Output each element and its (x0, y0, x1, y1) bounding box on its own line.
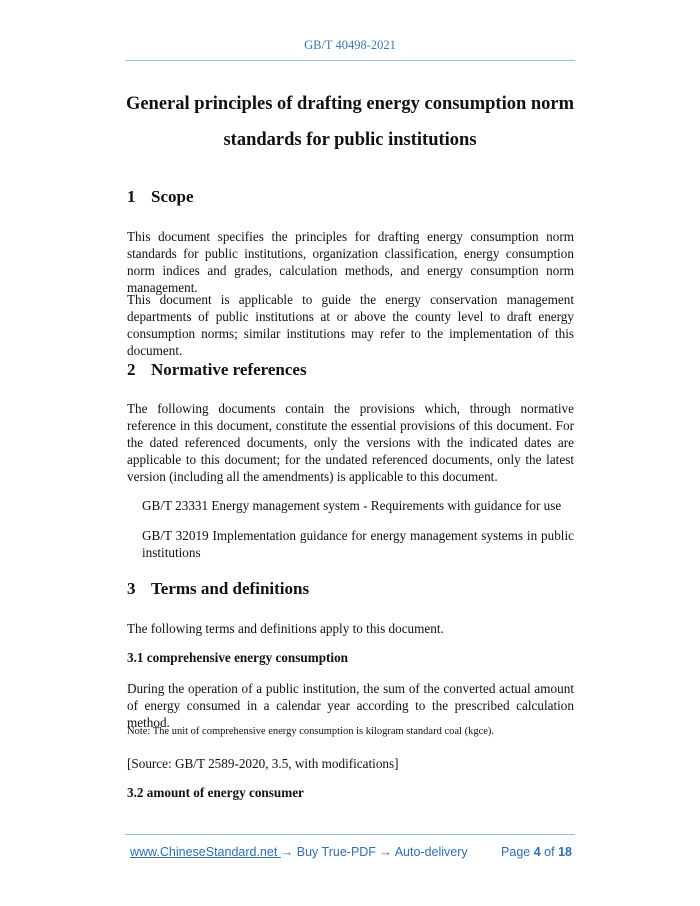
current-page: 4 (533, 845, 541, 859)
website-link[interactable]: www.ChineseStandard.net (130, 845, 281, 859)
footer (130, 845, 574, 859)
title-line-2: standards for public institutions (223, 130, 477, 150)
term-source: [Source: GB/T 2589-2020, 3.5, with modifications] (127, 756, 399, 771)
normative-references-paragraph: The following documents contain the provisions which, through normative reference in this document, constitute the essential provisions of this document. For the dated referenced documents, only the versions with the indicated dates are applicable to this document; for the undated referenced documents, only the latest version (including all the amendments) is applicable to this document. (127, 401, 574, 484)
section-number: 1 (127, 187, 136, 206)
total-pages: 18 (558, 845, 572, 859)
terms-intro: The following terms and definitions apply to this document. (127, 621, 444, 636)
section-title: Normative references (151, 360, 307, 379)
page-indicator: Page 4 of 18 (501, 845, 572, 859)
reference-item: GB/T 32019 Implementation guidance for energy management systems in public institutions (142, 528, 574, 560)
reference-item: GB/T 23331 Energy management system - Requirements with guidance for use (142, 498, 562, 513)
footer-divider (125, 834, 575, 835)
section-heading-terms-definitions (127, 579, 309, 599)
section-heading-normative-references (127, 360, 307, 380)
section-heading-scope (127, 187, 194, 207)
term-heading: 3.1 comprehensive energy consumption (127, 650, 349, 665)
document-code-header: GB/T 40498-2021 (304, 38, 396, 52)
term-heading: 3.2 amount of energy consumer (127, 785, 304, 800)
section-title: Terms and definitions (151, 579, 310, 598)
header-divider (125, 60, 575, 61)
scope-paragraph-2: This document is applicable to guide the energy conservation management departments of public institutions at or above the county level to draft energy consumption norms; similar institutions may refer to the implementation of this document. (127, 292, 574, 358)
term-note: Note: The unit of comprehensive energy consumption is kilogram standard coal (kgce). (127, 726, 495, 737)
section-title: Scope (151, 187, 194, 206)
section-number: 3 (127, 579, 136, 598)
term-definition: During the operation of a public institution, the sum of the converted actual amount of energy consumed in a calendar year according to the prescribed calculation method. (127, 681, 574, 730)
document-title (125, 86, 575, 158)
footer-tagline: → Buy True-PDF → Auto-delivery (280, 845, 468, 859)
section-number: 2 (127, 360, 136, 379)
title-line-1: General principles of drafting energy consumption norm (125, 94, 575, 114)
scope-paragraph-1: This document specifies the principles for drafting energy consumption norm standards for public institutions, organization classification, energy consumption norm indices and grades, calculation methods, and energy consumption norm management. (127, 229, 574, 295)
